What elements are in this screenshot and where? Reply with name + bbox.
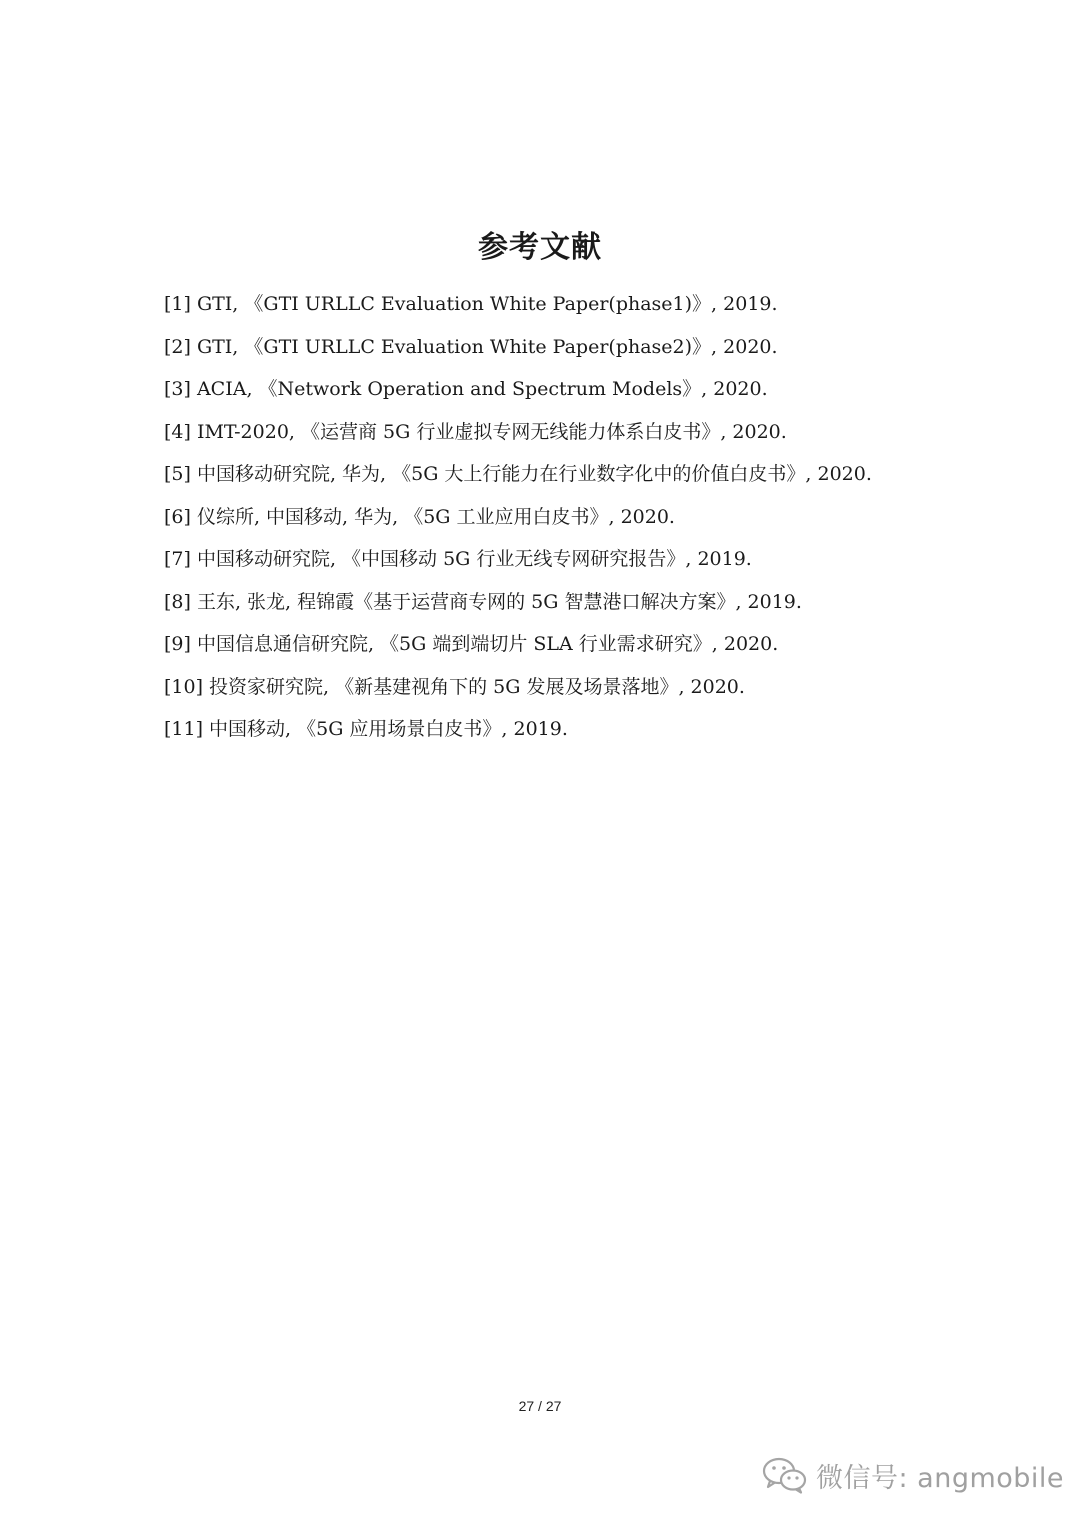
reference-item: [1] GTI, 《GTI URLLC Evaluation White Paper(phase1)》, 2019.	[164, 293, 778, 315]
wechat-icon	[762, 1455, 808, 1495]
reference-item: [9] 中国信息通信研究院, 《5G 端到端切片 SLA 行业需求研究》, 2020.	[164, 633, 779, 655]
watermark	[762, 1452, 1064, 1498]
reference-item: [10] 投资家研究院, 《新基建视角下的 5G 发展及场景落地》, 2020.	[164, 675, 745, 698]
reference-item: [4] IMT-2020, 《运营商 5G 行业虚拟专网无线能力体系白皮书》, 2020.	[164, 420, 787, 443]
reference-item: [5] 中国移动研究院, 华为, 《5G 大上行能力在行业数字化中的价值白皮书》, 2020.	[164, 463, 872, 485]
watermark-text: 微信号: angmobile	[816, 1462, 1065, 1494]
reference-item: [8] 王东, 张龙, 程锦霞《基于运营商专网的 5G 智慧港口解决方案》, 2019.	[164, 590, 802, 613]
page-number: 27 / 27	[518, 1398, 562, 1414]
reference-item: [11] 中国移动, 《5G 应用场景白皮书》, 2019.	[164, 718, 568, 740]
reference-item: [2] GTI, 《GTI URLLC Evaluation White Paper(phase2)》, 2020.	[164, 335, 778, 358]
reference-item: [7] 中国移动研究院, 《中国移动 5G 行业无线专网研究报告》, 2019.	[164, 548, 752, 570]
reference-item: [3] ACIA, 《Network Operation and Spectrum Models》, 2020.	[164, 378, 768, 400]
reference-list	[164, 283, 934, 751]
reference-item: [6] 仪综所, 中国移动, 华为, 《5G 工业应用白皮书》, 2020.	[164, 505, 675, 528]
page-title: 参考文献	[478, 230, 602, 265]
